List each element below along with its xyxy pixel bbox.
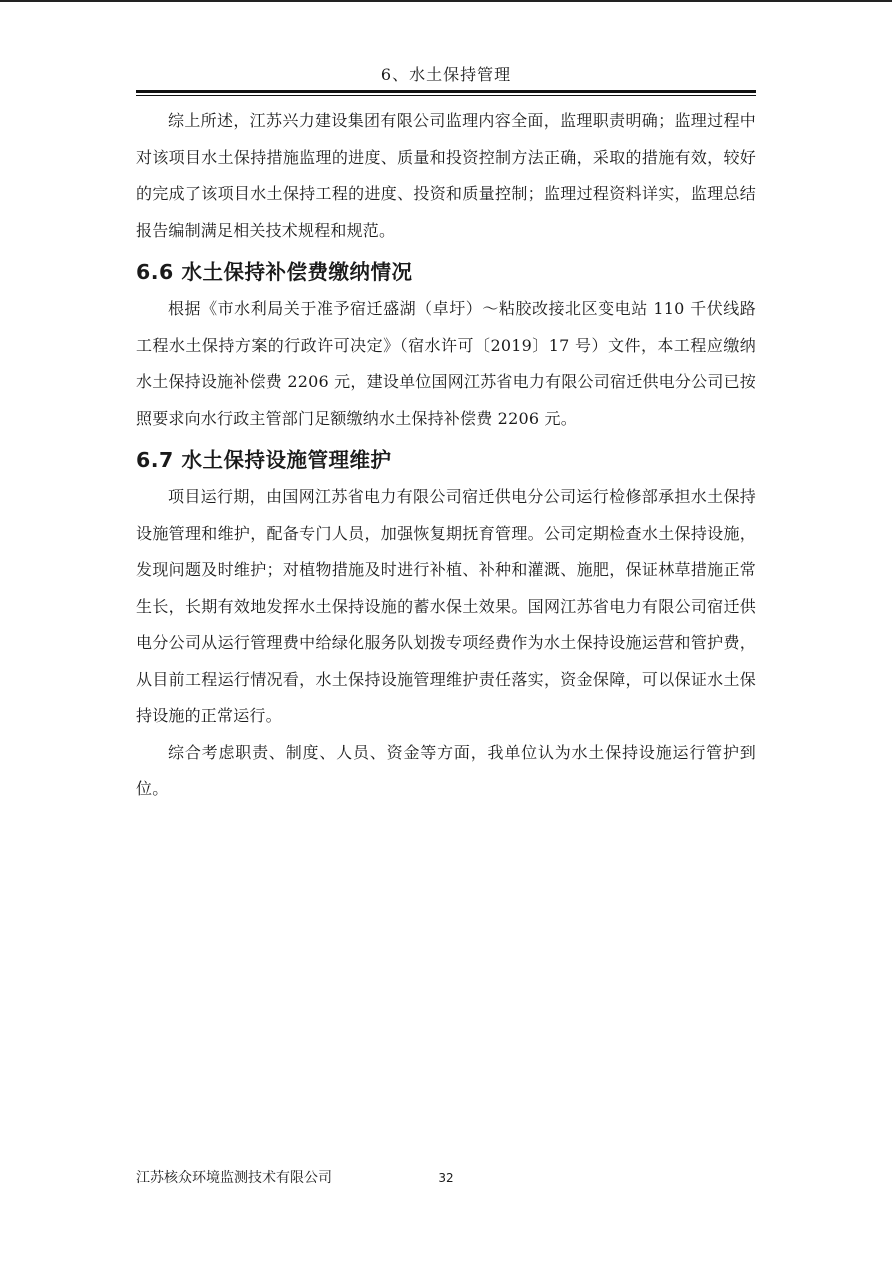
section-6-7-paragraph-2: 综合考虑职责、制度、人员、资金等方面，我单位认为水土保持设施运行管护到位。 bbox=[136, 742, 756, 798]
top-edge-rule bbox=[0, 0, 892, 2]
header-rule-thin bbox=[136, 95, 756, 96]
section-6-7-paragraph-1: 项目运行期，由国网江苏省电力有限公司宿迁供电分公司运行检修部承担水土保持设施管理和维护，配备专门人员，加强恢复期抚育管理。公司定期检查水土保持设施，发现问题及时维护；对植物措施及时进行补植、补种和灌溉、施肥，保证林草措施正常生长，长期有效地发挥水土保持设施的蓄水保土效果。国网江苏省电力有限公司宿迁供电分公司从运行管理费中给绿化服务队划拨专项经费作为水土保持设施运营和管护费，从目前工程运行情况看，水土保持设施管理维护责任落实，资金保障，可以保证水土保持设施的正常运行。 bbox=[136, 487, 756, 725]
section-6-6-paragraph: 根据《市水利局关于准予宿迁盛湖（卓圩）～粘胶改接北区变电站 110 千伏线路工程水土保持方案的行政许可决定》（宿水许可〔2019〕17 号）文件，本工程应缴纳水土保持设施补偿费 2206 元，建设单位国网江苏省电力有限公司宿迁供电分公司已按照要求向水行政主管部门足额缴纳水土保持补偿费 2206 元。 bbox=[136, 299, 756, 428]
header-rule-thick bbox=[136, 90, 756, 93]
running-header-title: 6、水土保持管理 bbox=[380, 65, 512, 84]
section-heading-6-6: 6.6 水土保持补偿费缴纳情况 bbox=[136, 260, 413, 284]
footer-page-number: 32 bbox=[438, 1171, 454, 1185]
footer-company-name: 江苏核众环境监测技术有限公司 bbox=[136, 1170, 332, 1186]
section-heading-6-7: 6.7 水土保持设施管理维护 bbox=[136, 448, 392, 472]
page-content bbox=[136, 103, 756, 808]
summary-paragraph: 综上所述，江苏兴力建设集团有限公司监理内容全面，监理职责明确；监理过程中对该项目水土保持措施监理的进度、质量和投资控制方法正确，采取的措施有效，较好的完成了该项目水土保持工程的进度、投资和质量控制；监理过程资料详实，监理总结报告编制满足相关技术规程和规范。 bbox=[136, 111, 756, 240]
